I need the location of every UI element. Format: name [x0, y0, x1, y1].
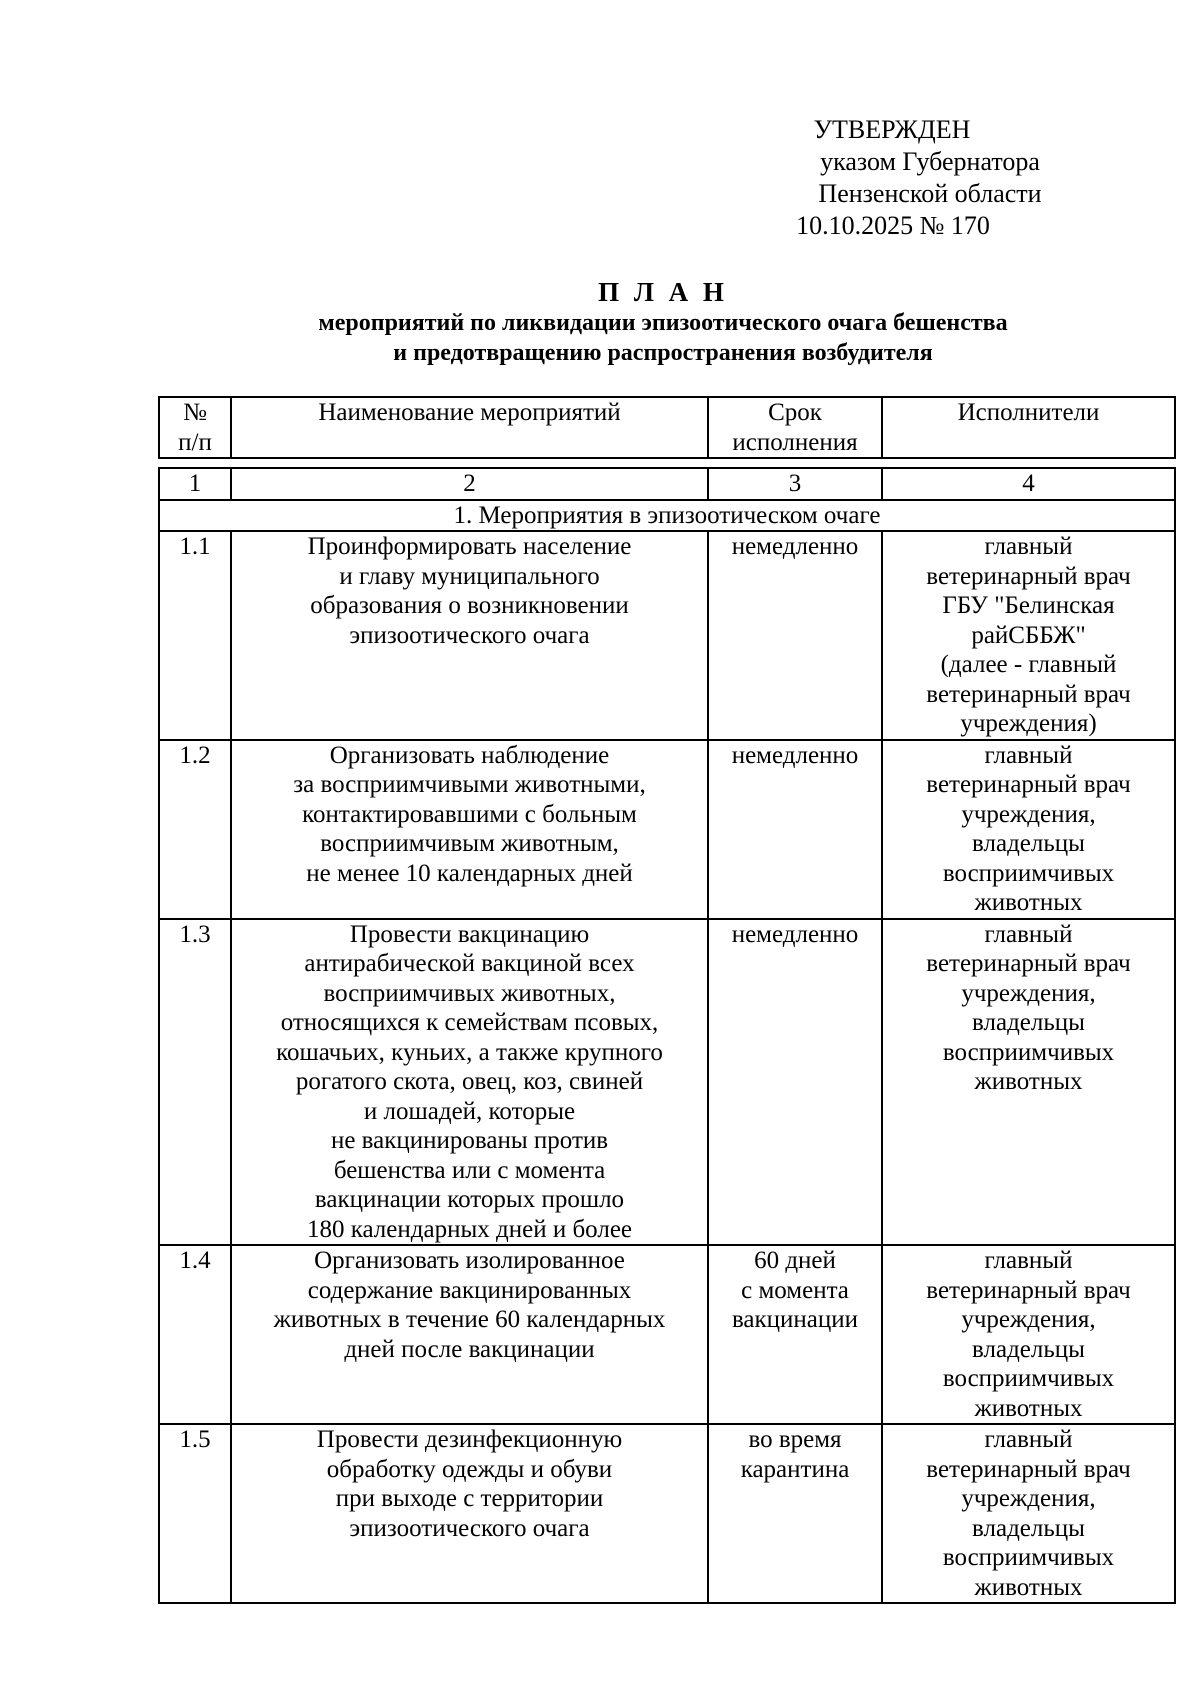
- column-number-4: 4: [882, 468, 1175, 500]
- row-executors: [882, 1245, 1175, 1424]
- approval-heading: УТВЕРЖДЕН: [813, 115, 971, 144]
- row-executors-line: ветеринарный врач: [926, 562, 1131, 590]
- row-measure-line: восприимчивых животных,: [323, 979, 616, 1007]
- row-measure-line: и лошадей, которые: [363, 1097, 576, 1125]
- header-term-line: Срок: [768, 399, 822, 426]
- row-number: 1.1: [159, 531, 231, 740]
- row-measure-line: Провести вакцинацию: [349, 920, 590, 948]
- row-measure-line: Организовать наблюдение: [329, 741, 610, 769]
- row-term: [708, 1424, 882, 1603]
- row-measure-line: 180 календарных дней и более: [306, 1215, 633, 1243]
- header-executors: [882, 397, 1175, 458]
- row-executors-line: восприимчивых: [942, 1038, 1115, 1066]
- row-term: [708, 919, 882, 1246]
- table-row: [159, 1245, 1175, 1424]
- row-executors-line: учреждения): [960, 710, 1097, 737]
- header-term-line: исполнения: [732, 428, 858, 456]
- row-term-line: во время: [748, 1426, 842, 1453]
- plan-subtitle-line1: мероприятий по ликвидации эпизоотического очага бешенства: [318, 310, 1008, 336]
- row-measure-line: относящихся к семействам псовых,: [280, 1009, 659, 1036]
- row-executors-line: учреждения,: [961, 1485, 1096, 1512]
- row-executors: [882, 1424, 1175, 1603]
- row-measure-line: за восприимчивыми животными,: [293, 771, 646, 798]
- row-number: 1.4: [159, 1245, 231, 1424]
- row-measure-line: животных в течение 60 календарных: [273, 1306, 666, 1333]
- table-row: [159, 740, 1175, 919]
- row-term-line: немедленно: [731, 533, 859, 560]
- header-num-line: №: [183, 399, 207, 426]
- approval-stamp: [780, 114, 1080, 242]
- row-executors-line: владельцы: [972, 1514, 1085, 1542]
- row-executors-line: ветеринарный врач: [926, 950, 1131, 977]
- row-executors-line: ветеринарный врач: [926, 1276, 1131, 1304]
- row-executors-line: животных: [974, 1573, 1083, 1601]
- row-executors-line: восприимчивых: [942, 1365, 1115, 1392]
- row-term: [708, 1245, 882, 1424]
- row-measure-line: контактировавшими с больным: [302, 800, 637, 828]
- row-executors-line: учреждения,: [961, 800, 1096, 828]
- row-term-line: немедленно: [731, 920, 859, 948]
- row-executors-line: главный: [984, 533, 1073, 560]
- approval-date-number: 10.10.2025 № 170: [796, 211, 990, 240]
- row-executors-line: владельцы: [972, 1335, 1085, 1363]
- approval-region: Пензенской области: [818, 179, 1042, 208]
- row-number: 1.2: [159, 740, 231, 919]
- row-executors-line: ветеринарный врач: [926, 1455, 1131, 1483]
- approval-decree: указом Губернатора: [820, 147, 1040, 176]
- row-measure-line: бешенства или с момента: [333, 1156, 606, 1184]
- row-measure-line: не вакцинированы против: [330, 1127, 609, 1154]
- row-executors-line: главный: [984, 1247, 1073, 1274]
- row-executors-line: главный: [984, 920, 1073, 948]
- row-executors-line: восприимчивых: [942, 859, 1115, 887]
- row-term-line: с момента: [741, 1276, 849, 1304]
- row-number: 1.5: [159, 1424, 231, 1603]
- row-executors-line: животных: [974, 889, 1083, 916]
- row-term-line: вакцинации: [731, 1306, 859, 1333]
- row-executors: [882, 740, 1175, 919]
- row-executors-line: владельцы: [972, 830, 1085, 857]
- row-measure: [231, 531, 708, 740]
- header-row: [159, 397, 1175, 458]
- table-row: [159, 531, 1175, 740]
- header-num: [159, 397, 231, 458]
- row-executors-line: райСББЖ": [971, 621, 1086, 649]
- row-number: 1.3: [159, 919, 231, 1246]
- row-measure-line: Проинформировать население: [307, 533, 632, 560]
- row-measure-line: образования о возникновении: [310, 592, 629, 619]
- row-measure: [231, 919, 708, 1246]
- row-executors-line: главный: [984, 1426, 1073, 1453]
- row-executors-line: главный: [984, 741, 1073, 769]
- header-num-line: п/п: [178, 428, 212, 456]
- header-executors-line: Исполнители: [957, 399, 1100, 426]
- row-executors-line: учреждения,: [961, 1306, 1096, 1333]
- column-number-1: 1: [159, 468, 231, 500]
- row-executors-line: (далее - главный: [940, 651, 1117, 678]
- row-measure: [231, 740, 708, 919]
- header-name-line: Наименование мероприятий: [318, 399, 621, 426]
- row-measure-line: рогатого скота, овец, коз, свиней: [295, 1068, 644, 1095]
- row-executors-line: ветеринарный врач: [926, 680, 1131, 708]
- row-term-line: карантина: [740, 1455, 850, 1483]
- column-number-3: 3: [708, 468, 882, 500]
- row-measure: [231, 1245, 708, 1424]
- row-measure-line: эпизоотического очага: [349, 621, 590, 649]
- row-term: [708, 740, 882, 919]
- table-row: [159, 1424, 1175, 1603]
- plan-subtitle-line2: и предотвращению распространения возбудителя: [393, 340, 933, 366]
- column-number-2: 2: [231, 468, 708, 500]
- row-executors-line: восприимчивых: [942, 1544, 1115, 1571]
- row-measure-line: дней после вакцинации: [344, 1335, 595, 1363]
- plan-title-block: [160, 276, 1166, 368]
- table-row: [159, 919, 1175, 1246]
- row-measure-line: Провести дезинфекционную: [316, 1426, 623, 1453]
- plan-title: П Л А Н: [598, 277, 728, 307]
- row-executors-line: учреждения,: [961, 979, 1096, 1007]
- row-measure-line: содержание вакцинированных: [307, 1276, 632, 1304]
- row-measure-line: эпизоотического очага: [349, 1514, 590, 1542]
- section-row: [159, 500, 1175, 532]
- row-measure-line: обработку одежды и обуви: [326, 1455, 613, 1483]
- row-term-line: немедленно: [731, 741, 859, 769]
- row-executors-line: животных: [974, 1068, 1083, 1095]
- row-measure-line: кошачьих, куньих, а также крупного: [276, 1038, 663, 1066]
- row-executors-line: ветеринарный врач: [926, 771, 1131, 798]
- row-measure-line: не менее 10 календарных дней: [306, 859, 633, 887]
- header-term: [708, 397, 882, 458]
- row-term: [708, 531, 882, 740]
- row-term-line: 60 дней: [754, 1247, 836, 1274]
- section-title: 1. Мероприятия в эпизоотическом очаге: [159, 500, 1175, 532]
- header-name: [231, 397, 708, 458]
- row-measure-line: при выходе с территории: [335, 1485, 604, 1512]
- row-measure-line: и главу муниципального: [339, 562, 600, 590]
- column-number-row: [159, 468, 1175, 500]
- row-measure-line: антирабической вакциной всех: [304, 950, 635, 977]
- table-header: [158, 396, 1176, 459]
- row-executors-line: ГБУ "Белинская: [942, 592, 1115, 619]
- row-measure-line: вакцинации которых прошло: [314, 1186, 625, 1213]
- row-executors-line: владельцы: [972, 1009, 1085, 1036]
- row-executors: [882, 531, 1175, 740]
- row-measure-line: восприимчивым животным,: [320, 830, 619, 857]
- row-executors: [882, 919, 1175, 1246]
- row-measure-line: Организовать изолированное: [314, 1247, 625, 1274]
- row-executors-line: животных: [974, 1394, 1083, 1422]
- row-measure: [231, 1424, 708, 1603]
- plan-table: [158, 467, 1176, 1604]
